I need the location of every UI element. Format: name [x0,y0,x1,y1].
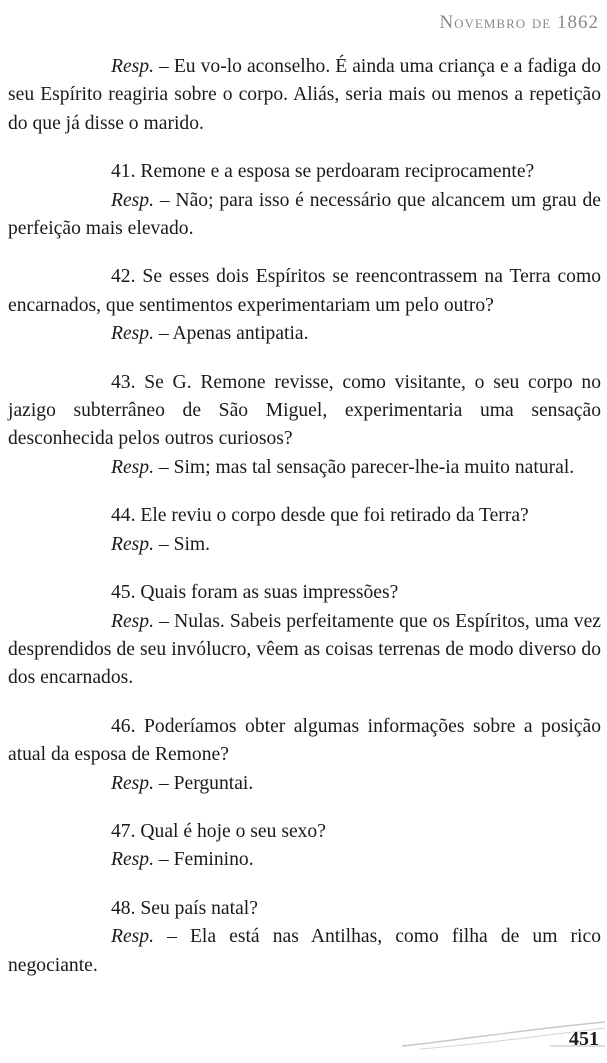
answer-text: – Apenas antipatia. [154,323,309,345]
answer-text: – Sim. [154,533,211,555]
resp-label: Resp. [111,56,154,77]
resp-label: Resp. [111,926,154,948]
answer-text: – Perguntai. [154,772,254,794]
question-paragraph: 41. Remone e a esposa se perdoaram reciprocamente? [111,161,535,183]
answer-paragraph [8,320,601,348]
question-paragraph: 45. Quais foram as suas impressões? [111,582,399,604]
answer-text: – Feminino. [154,849,254,871]
resp-label: Resp. [111,772,154,794]
answer-paragraph [8,454,601,482]
question-paragraph: 44. Ele reviu o corpo desde que foi retirado da Terra? [111,505,529,527]
resp-label: Resp. [111,849,154,871]
resp-label: Resp. [111,189,154,211]
resp-label: Resp. [111,323,154,345]
resp-label: Resp. [111,610,154,632]
resp-label: Resp. [111,533,154,555]
question-paragraph: 46. Poderíamos obter algumas informações sobre a posição atual da esposa de Remone? [8,715,601,766]
question-paragraph: 42. Se esses dois Espíritos se reencontrassem na Terra como encarnados, que sentimentos experimentariam um pelo outro? [8,266,601,316]
question-paragraph: 43. Se G. Remone revisse, como visitante, o seu corpo no jazigo subterrâneo de São Miguel, experimentaria uma sensação desconhecida pelos outros curiosos? [8,371,601,450]
answer-text: – Sim; mas tal sensação parecer-lhe-ia muito natural. [154,456,575,478]
answer-paragraph [8,923,601,980]
answer-text: – Eu vo-lo aconselho. É ainda uma criança e a fadiga do seu Espírito reagiria sobre o corpo. Aliás, seria mais ou menos a repetição do que já disse o marido. [8,56,601,134]
question-paragraph: 48. Seu país natal? [111,897,258,919]
answer-paragraph [8,187,601,244]
answer-paragraph [8,846,601,874]
answer-paragraph [8,53,601,138]
answer-text: – Ela está nas Antilhas, como filha de um rico negociante. [8,926,601,976]
answer-paragraph [8,770,601,798]
page-number: 451 [569,1028,599,1050]
resp-label: Resp. [111,456,154,478]
answer-paragraph [8,608,601,693]
answer-text: – Não; para isso é necessário que alcancem um grau de perfeição mais elevado. [8,189,601,240]
page-body [8,53,601,980]
answer-text: – Nulas. Sabeis perfeitamente que os Espíritos, uma vez desprendidos de seu invólucro, vêem as coisas terrenas de modo diverso do dos encarnados. [8,610,601,689]
running-header: Novembro de 1862 [439,12,599,33]
question-paragraph: 47. Qual é hoje o seu sexo? [111,820,326,842]
answer-paragraph [8,531,601,559]
